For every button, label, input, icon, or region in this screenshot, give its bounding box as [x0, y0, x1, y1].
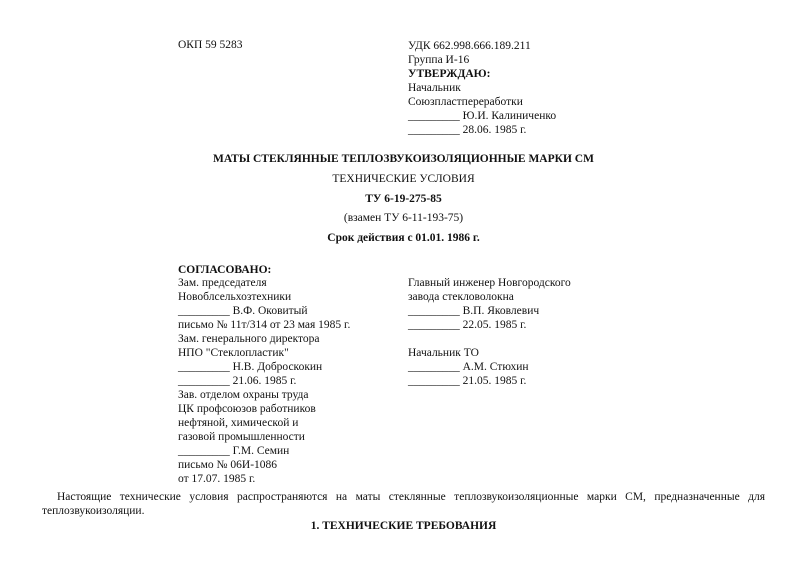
approval-signature: _________ Ю.И. Калиниченко [408, 110, 557, 122]
agreed-left-line: письмо № 11т/314 от 23 мая 1985 г. [178, 319, 351, 331]
agreed-right-line: _________ В.П. Яковлевич [408, 305, 540, 317]
agreed-right-line: Главный инженер Новгородского [408, 277, 571, 289]
agreed-left-line: ЦК профсоюзов работников [178, 403, 316, 415]
document-type: ТЕХНИЧЕСКИЕ УСЛОВИЯ [332, 173, 475, 185]
document-title: МАТЫ СТЕКЛЯННЫЕ ТЕПЛОЗВУКОИЗОЛЯЦИОННЫЕ МАРКИ СМ [213, 153, 594, 165]
agreed-left-line: _________ Н.В. Доброскокин [178, 361, 323, 373]
agreed-left-line: Зам. председателя [178, 277, 267, 289]
agreed-left-line: Зав. отделом охраны труда [178, 389, 309, 401]
agreed-left-line: _________ 21.06. 1985 г. [178, 375, 297, 387]
agreed-left-line: от 17.07. 1985 г. [178, 473, 256, 485]
document-validity: Срок действия с 01.01. 1986 г. [327, 232, 480, 244]
agreed-left-line: Зам. генерального директора [178, 333, 320, 345]
approval-block [408, 39, 556, 137]
approval-date: _________ 28.06. 1985 г. [408, 124, 527, 136]
document-replaces: (взамен ТУ 6-11-193-75) [343, 212, 464, 224]
agreed-left-line: газовой промышленности [178, 431, 305, 443]
agreed-left-line: нефтяной, химической и [178, 417, 299, 429]
agreed-left-line: _________ Г.М. Семин [178, 445, 290, 457]
agreed-right-line: завода стекловолокна [408, 291, 514, 303]
agreed-right-line: _________ 22.05. 1985 г. [408, 319, 527, 331]
agreed-left-line: письмо № 06И-1086 [178, 459, 278, 471]
approval-title: УТВЕРЖДАЮ: [408, 68, 491, 80]
udk-code: УДК 662.998.666.189.211 [408, 40, 531, 52]
agreed-right-group-1 [408, 276, 571, 332]
agreed-right-line: _________ 21.05. 1985 г. [408, 375, 527, 387]
agreed-right-line: _________ А.М. Стюхин [408, 361, 529, 373]
okp-code: ОКП 59 5283 [178, 39, 243, 51]
agreed-left-line: _________ В.Ф. Оковитый [178, 305, 308, 317]
document-code: ТУ 6-19-275-85 [365, 193, 442, 205]
approval-organization: Союзпластпереработки [408, 96, 523, 108]
agreed-right-line: Начальник ТО [408, 347, 479, 359]
intro-paragraph: Настоящие технические условия распространяются на маты стеклянные теплозвукоизоляционные марки СМ, предназначенные для теплозвукоизоляции. [42, 491, 765, 517]
section-heading: 1. ТЕХНИЧЕСКИЕ ТРЕБОВАНИЯ [310, 520, 497, 532]
agreed-left-line: НПО "Стеклопластик" [178, 347, 289, 359]
approval-position: Начальник [408, 82, 461, 94]
agreed-right-group-2 [408, 346, 529, 388]
agreed-title: СОГЛАСОВАНО: [178, 264, 272, 276]
group-code: Группа И-16 [408, 54, 470, 66]
agreed-left-line: Новоблсельхозтехники [178, 291, 292, 303]
agreed-left-column [178, 276, 350, 486]
